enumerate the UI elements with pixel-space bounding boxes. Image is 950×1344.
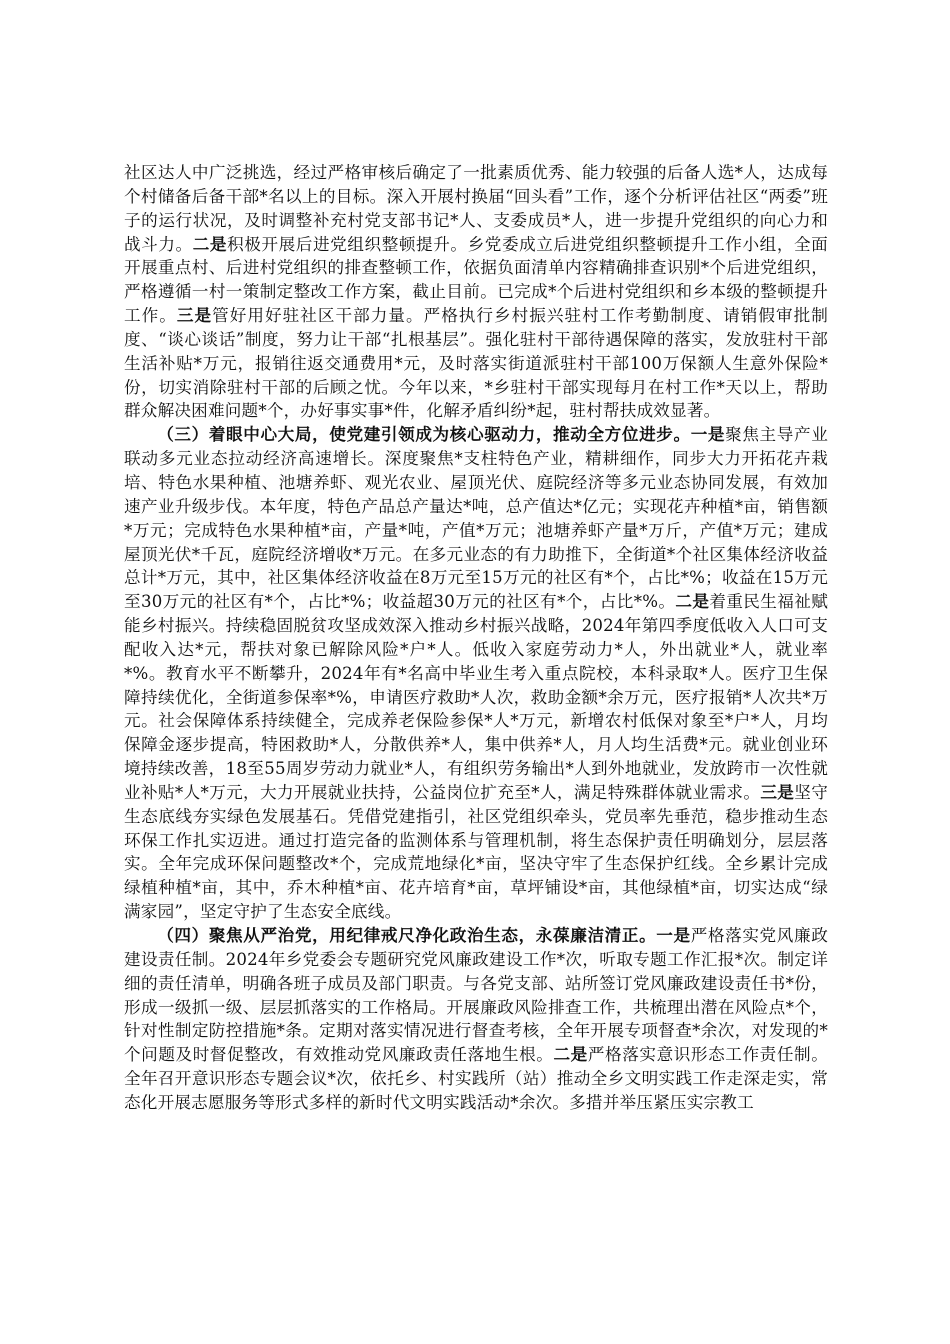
body-text: 严格落实意识形态工作责任制。全年召开意识形态专题会议*次，依托乡、村实践所（站）推动全乡文明实践工作走深走实，常态化开展志愿服务等形式多样的新时代文明实践活动*余次。多措并举压紧压实宗教工	[124, 1045, 828, 1112]
body-text: 坚守生态底线夯实绿色发展基石。凭借党建指引，社区党组织牵头，党员率先垂范，稳步推动生态环保工作扎实迈进。通过打造完备的监测体系与管理机制，将生态保护责任明确划分，层层落实。全年完成环保问题整改*个，完成荒地绿化*亩，坚决守牢了生态保护红线。全乡累计完成绿植种植*亩，其中，乔木种植*亩、花卉培育*亩，草坪铺设*亩，其他绿植*亩，切实达成“绿满家园”，坚定守护了生态安全底线。	[124, 782, 828, 922]
document-body	[124, 161, 828, 1115]
lead-phrase-1: 一是	[690, 424, 726, 445]
lead-phrase-1: 一是	[656, 925, 691, 945]
body-text: 积极开展后进党组织整顿提升。乡党委成立后进党组织整顿提升工作小组，全面开展重点村、后进村党组织的排查整顿工作，依据负面清单内容精确排查识别*个后进党组织，严格遵循一村一策制定整改工作方案，截止目前。已完成*个后进村党组织和乡本级的整顿提升工作。	[124, 234, 828, 326]
section-heading-4: （四）聚焦从严治党，用纪律戒尺净化政治生态，永葆廉洁清正。	[157, 925, 657, 945]
lead-phrase-2: 二是	[675, 591, 710, 612]
body-text: 聚焦主导产业联动多元业态拉动经济高速增长。深度聚焦*支柱特色产业，精耕细作，同步大力开拓花卉栽培、特色水果种植、池塘养虾、观光农业、屋顶光伏、庭院经济等多元业态协同发展，有效加速产业升级步伐。本年度，特色产品总产量达*吨，总产值达*亿元；实现花卉种植*亩，销售额*万元；完成特色水果种植*亩，产量*吨，产值*万元；池塘养虾产量*万斤，产值*万元；建成屋顶光伏*千瓦，庭院经济增收*万元。在多元业态的有力助推下，全街道*个社区集体经济收益总计*万元，其中，社区集体经济收益在8万元至15万元的社区有*个，占比*%；收益在15万元至30万元的社区有*个，占比*%；收益超30万元的社区有*个，占比*%。	[124, 425, 828, 612]
lead-phrase-3: 三是	[760, 781, 795, 802]
body-text: 着重民生福祉赋能乡村振兴。持续稳固脱贫攻坚成效深入推动乡村振兴战略，2024年第四季度低收入人口可支配收入达*元，帮扶对象已解除风险*户*人。低收入家庭劳动力*人，外出就业*人，就业率*%。教育水平不断攀升，2024年有*名高中毕业生考入重点院校，本科录取*人。医疗卫生保障持续优化，全街道参保率*%，申请医疗救助*人次，救助金额*余万元，医疗报销*人次共*万元。社会保障体系持续健全，完成养老保险参保*人*万元，新增农村低保对象至*户*人，月均保障金逐步提高，特困救助*人，分散供养*人，集中供养*人，月人均生活费*元。就业创业环境持续改善，18至55周岁劳动力就业*人，有组织劳务输出*人到外地就业，发放跨市一次性就业补贴*人*万元，大力开展就业扶持，公益岗位扩充至*人，满足特殊群体就业需求。	[124, 592, 828, 802]
body-text: 社区达人中广泛挑选，经过严格审核后确定了一批素质优秀、能力较强的后备人选*人，达成每个村储备后备干部*名以上的目标。深入开展村换届“回头看”工作，逐个分析评估社区“两委”班子的运行状况，及时调整补充村党支部书记*人、支委成员*人，进一步提升党组织的向心力和战斗力。	[124, 163, 828, 254]
body-text: 严格落实党风廉政建设责任制。2024年乡党委会专题研究党风廉政建设工作*次，听取专题工作汇报*次。制定详细的责任清单，明确各班子成员及部门职责。与各党支部、站所签订党风廉政建设责任书*份，形成一级抓一级、层层抓落实的工作格局。开展廉政风险排查工作，共梳理出潜在风险点*个，针对性制定防控措施*条。定期对落实情况进行督查考核，全年开展专项督查*余次，对发现的*个问题及时督促整改，有效推动党风廉政责任落地生根。	[124, 926, 828, 1065]
paragraph-continuation	[124, 161, 828, 423]
paragraph-section-3	[124, 423, 828, 924]
body-text: 管好用好驻社区干部力量。严格执行乡村振兴驻村工作考勤制度、请销假审批制度、“谈心谈话”制度，努力让干部“扎根基层”。强化驻村干部待遇保障的落实，发放驻村干部生活补贴*万元，报销往返交通费用*元，及时落实街道派驻村干部100万保额人生意外保险*份，切实消除驻村干部的后顾之忧。今年以来，*乡驻村干部实现每月在村工作*天以上，帮助群众解决困难问题*个，办好事实事*件，化解矛盾纠纷*起，驻村帮扶成效显著。	[124, 306, 829, 421]
lead-phrase-2: 二是	[192, 233, 228, 254]
lead-phrase-3: 三是	[176, 305, 213, 326]
lead-phrase-2: 二是	[553, 1044, 588, 1065]
paragraph-section-4	[124, 924, 828, 1115]
section-heading-3: （三）着眼中心大局，使党建引领成为核心驱动力，推动全方位进步。	[157, 424, 691, 445]
